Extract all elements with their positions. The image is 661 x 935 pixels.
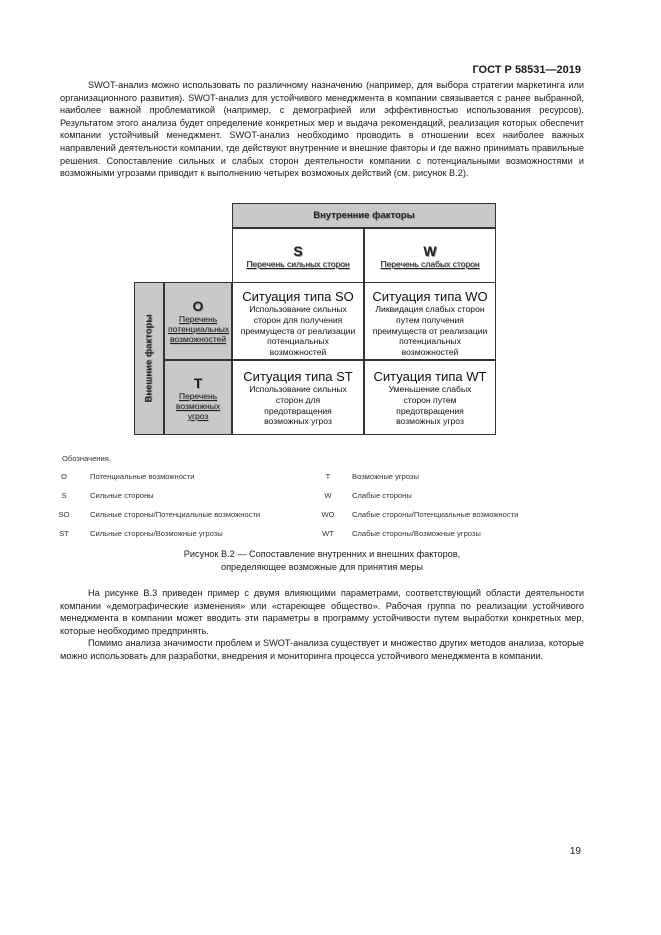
legend-key: ST bbox=[59, 529, 69, 538]
internal-factors-header bbox=[232, 203, 496, 228]
paragraph-swot-intro: SWOT-анализ можно использовать по различному назначению (например, для выбора стратегии маркетинга или организационного развития). SWOT-анализ для устойчивого менеджмента в компании связывается с ранее выбранной, наиболее важной проблематикой (например, с демографией или эффективностью использования ресурсов). Результатом этого анализа будет определение конкретных мер и выдача рекомендаций, реализация которых обеспечит компании устойчивый менеджмент. SWOT-анализ необходимо проводить в отношении всех наиболее важных направлений деятельности компании, где действуют внутренние и внешние факторы и где важно принимать правильные решения. Сопоставление сильных и слабых сторон деятельности компании с потенциальными возможностями и возможными угрозами приводит к выполнению четырех возможных действий (см. рисунок В.2). bbox=[60, 80, 584, 179]
wo-desc: Ликвидация слабых сторон путем получения преимуществ от реализации потенциальных возможностей bbox=[372, 304, 488, 358]
legend-title: Обозначения. bbox=[62, 454, 111, 463]
external-factors-header bbox=[134, 282, 164, 435]
legend-value: Возможные угрозы bbox=[352, 472, 419, 481]
threats-letter: T bbox=[193, 374, 203, 391]
legend-value: Потенциальные возможности bbox=[90, 472, 195, 481]
document-standard-number: ГОСТ Р 58531—2019 bbox=[472, 64, 581, 76]
legend-value: Слабые стороны bbox=[352, 491, 412, 500]
opportunities-letter: O bbox=[192, 298, 204, 314]
internal-factors-label: Внутренние факторы bbox=[313, 210, 415, 221]
legend-value: Сильные стороны/Возможные угрозы bbox=[90, 529, 223, 538]
paragraph-figure-b3: На рисунке В.3 приведен пример с двумя влияющими параметрами, соответствующий области деятельности компании «демографические изменения» или «стареющее общество». Рабочая группа по реализации устойчивого менеджмента в компании может вводить эти параметры в программу устойчивости путем выработки конкретных мер, которые необходимо предпринять. bbox=[60, 588, 584, 636]
so-desc: Использование сильных сторон для получения преимуществ от реализации потенциальных возможностей bbox=[240, 304, 356, 358]
legend-value: Сильные стороны/Потенциальные возможности bbox=[90, 510, 261, 519]
wt-desc: Уменьшение слабых сторон путем предотвращения возможных угроз bbox=[388, 384, 472, 427]
legend-row bbox=[56, 486, 556, 505]
threats-desc: Перечень возможных угроз bbox=[175, 390, 221, 421]
st-desc: Использование сильных сторон для предотвращения возможных угроз bbox=[249, 384, 347, 427]
threats-cell bbox=[164, 360, 232, 435]
legend-value: Слабые стороны/Потенциальные возможности bbox=[352, 510, 519, 519]
weaknesses-cell bbox=[364, 228, 496, 284]
figure-caption-line2: определяющее возможные для принятия меры bbox=[220, 561, 424, 572]
figure-caption-line1: Рисунок В.2 — Сопоставление внутренних и внешних факторов, bbox=[183, 549, 461, 559]
legend-key: WT bbox=[322, 529, 334, 538]
wo-situation-cell bbox=[364, 282, 496, 360]
so-title: Ситуация типа SO bbox=[242, 289, 354, 304]
st-situation-cell bbox=[232, 360, 364, 435]
weaknesses-desc: Перечень слабых сторон bbox=[380, 259, 480, 269]
legend bbox=[56, 467, 556, 543]
strengths-letter: S bbox=[293, 243, 303, 259]
st-title: Ситуация типа ST bbox=[243, 369, 353, 384]
legend-key: O bbox=[61, 472, 67, 481]
weaknesses-letter: W bbox=[423, 243, 437, 259]
wo-title: Ситуация типа WO bbox=[372, 289, 488, 304]
external-factors-label: Внешние факторы bbox=[143, 314, 155, 403]
legend-row bbox=[56, 505, 556, 524]
strengths-desc: Перечень сильных сторон bbox=[246, 259, 350, 269]
legend-value: Сильные стороны bbox=[90, 491, 154, 500]
legend-key: WO bbox=[321, 510, 335, 519]
legend-row bbox=[56, 467, 556, 486]
legend-key: S bbox=[61, 491, 67, 500]
figure-caption bbox=[60, 548, 584, 573]
wt-title: Ситуация типа WT bbox=[373, 369, 487, 384]
swot-figure bbox=[134, 203, 496, 435]
legend-row bbox=[56, 524, 556, 543]
wt-situation-cell bbox=[364, 360, 496, 435]
opportunities-cell bbox=[164, 282, 232, 360]
page-number: 19 bbox=[569, 846, 581, 857]
legend-key: SO bbox=[58, 510, 70, 519]
legend-value: Слабые стороны/Возможные угрозы bbox=[352, 529, 481, 538]
legend-key: T bbox=[325, 472, 331, 481]
legend-key: W bbox=[324, 491, 332, 500]
strengths-cell bbox=[232, 228, 364, 284]
opportunities-desc: Перечень потенциальных возможностей bbox=[168, 314, 230, 344]
so-situation-cell bbox=[232, 282, 364, 360]
paragraph-other-methods: Помимо анализа значимости проблем и SWOT-анализа существует и множество других методов анализа, которые можно использовать для разработки, внедрения и мониторинга процесса устойчивого менеджмента в компании. bbox=[60, 638, 584, 661]
